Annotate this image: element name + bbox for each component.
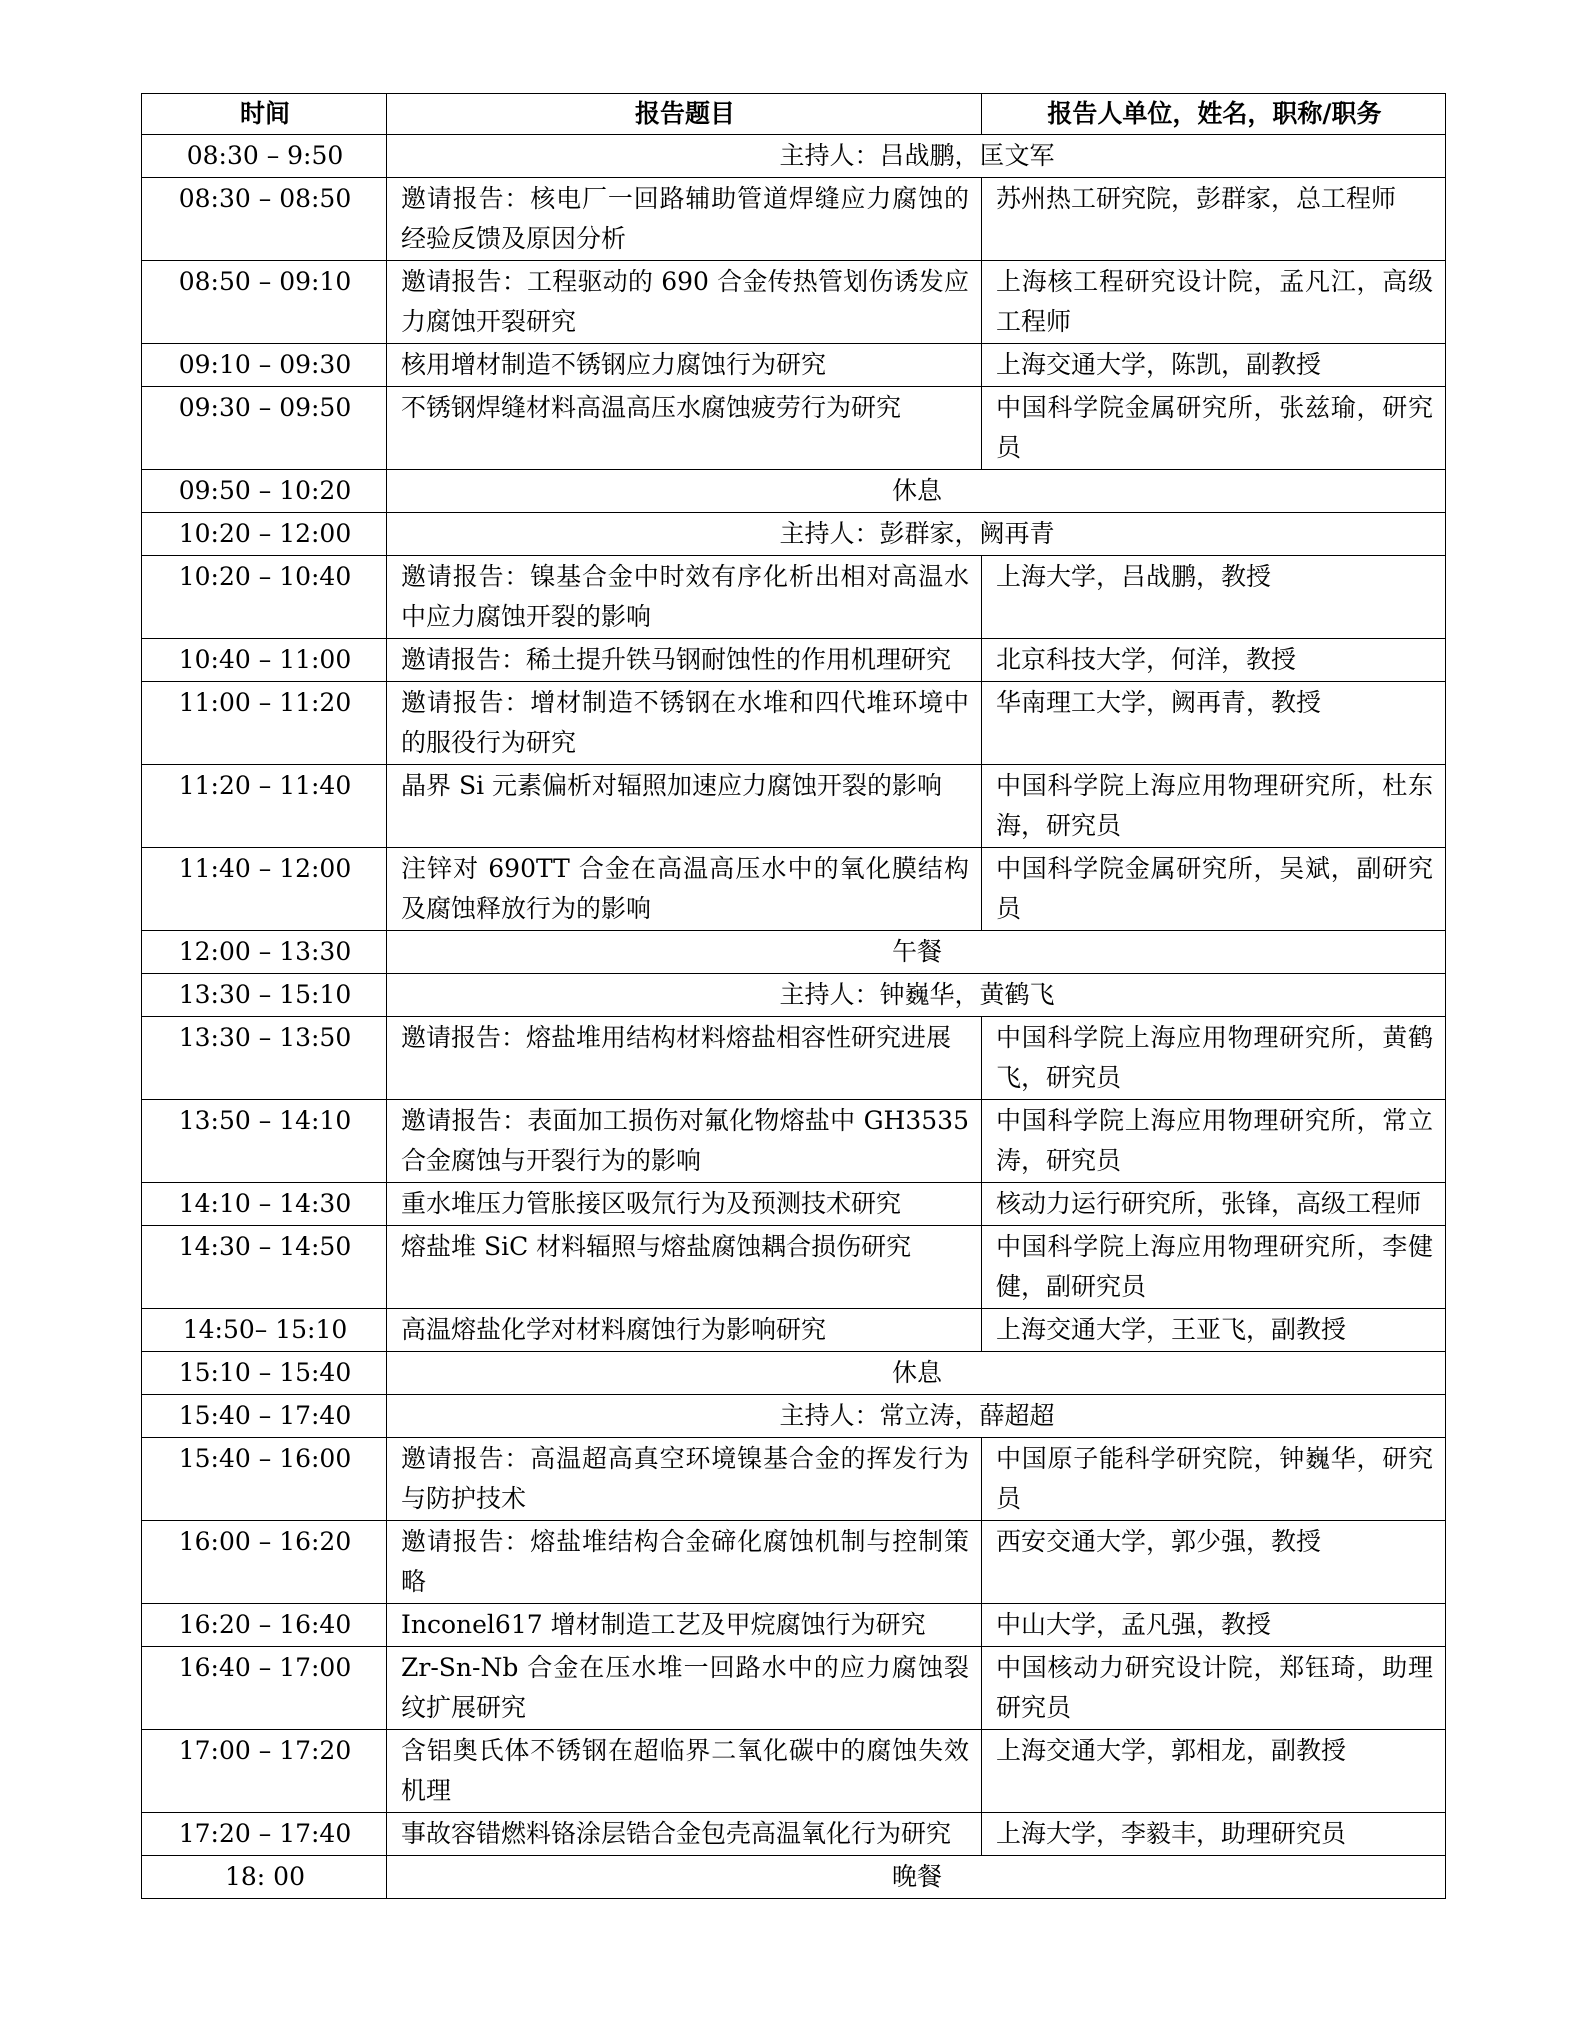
talk-title: 邀请报告：表面加工损伤对氟化物熔盐中 GH3535 合金腐蚀与开裂行为的影响 xyxy=(387,1100,982,1183)
break-row xyxy=(142,1352,1446,1395)
session-cell: 主持人：钟巍华，黄鹤飞 xyxy=(387,974,1446,1017)
talk-speaker: 中山大学，孟凡强，教授 xyxy=(982,1604,1446,1647)
time-cell: 13:30 – 15:10 xyxy=(142,974,387,1017)
session-row xyxy=(142,513,1446,556)
talk-row xyxy=(142,1226,1446,1309)
time-cell: 08:30 – 9:50 xyxy=(142,135,387,178)
time-cell: 10:40 – 11:00 xyxy=(142,639,387,682)
break-cell: 休息 xyxy=(387,1352,1446,1395)
talk-row xyxy=(142,639,1446,682)
talk-row xyxy=(142,344,1446,387)
talk-speaker: 中国核动力研究设计院，郑钰琦，助理研究员 xyxy=(982,1647,1446,1730)
header-row xyxy=(142,94,1446,135)
break-cell: 休息 xyxy=(387,470,1446,513)
time-cell: 16:20 – 16:40 xyxy=(142,1604,387,1647)
schedule-page xyxy=(141,93,1446,1899)
header-time: 时间 xyxy=(142,94,387,135)
time-cell: 11:40 – 12:00 xyxy=(142,848,387,931)
talk-title: 注锌对 690TT 合金在高温高压水中的氧化膜结构及腐蚀释放行为的影响 xyxy=(387,848,982,931)
session-cell: 主持人：常立涛，薛超超 xyxy=(387,1395,1446,1438)
talk-row xyxy=(142,1438,1446,1521)
talk-title: 邀请报告：镍基合金中时效有序化析出相对高温水中应力腐蚀开裂的影响 xyxy=(387,556,982,639)
time-cell: 14:30 – 14:50 xyxy=(142,1226,387,1309)
talk-row xyxy=(142,387,1446,470)
talk-speaker: 中国科学院上海应用物理研究所，黄鹤飞，研究员 xyxy=(982,1017,1446,1100)
talk-row xyxy=(142,1183,1446,1226)
talk-speaker: 华南理工大学，阙再青，教授 xyxy=(982,682,1446,765)
time-cell: 13:50 – 14:10 xyxy=(142,1100,387,1183)
time-cell: 15:10 – 15:40 xyxy=(142,1352,387,1395)
talk-title: 邀请报告：核电厂一回路辅助管道焊缝应力腐蚀的经验反馈及原因分析 xyxy=(387,178,982,261)
time-cell: 09:50 – 10:20 xyxy=(142,470,387,513)
time-cell: 15:40 – 16:00 xyxy=(142,1438,387,1521)
talk-title: 高温熔盐化学对材料腐蚀行为影响研究 xyxy=(387,1309,982,1352)
talk-title: 邀请报告：稀土提升铁马钢耐蚀性的作用机理研究 xyxy=(387,639,982,682)
time-cell: 10:20 – 12:00 xyxy=(142,513,387,556)
schedule-table xyxy=(141,93,1446,1899)
session-cell: 主持人：彭群家，阙再青 xyxy=(387,513,1446,556)
talk-row xyxy=(142,1647,1446,1730)
time-cell: 15:40 – 17:40 xyxy=(142,1395,387,1438)
break-row xyxy=(142,470,1446,513)
time-cell: 12:00 – 13:30 xyxy=(142,931,387,974)
talk-row xyxy=(142,1309,1446,1352)
talk-title: 熔盐堆 SiC 材料辐照与熔盐腐蚀耦合损伤研究 xyxy=(387,1226,982,1309)
talk-row xyxy=(142,1100,1446,1183)
talk-title: 重水堆压力管胀接区吸氘行为及预测技术研究 xyxy=(387,1183,982,1226)
dinner-row xyxy=(142,1856,1446,1899)
talk-title: 邀请报告：工程驱动的 690 合金传热管划伤诱发应力腐蚀开裂研究 xyxy=(387,261,982,344)
time-cell: 17:00 – 17:20 xyxy=(142,1730,387,1813)
talk-speaker: 中国科学院金属研究所，吴斌，副研究员 xyxy=(982,848,1446,931)
talk-row xyxy=(142,1604,1446,1647)
talk-title: 晶界 Si 元素偏析对辐照加速应力腐蚀开裂的影响 xyxy=(387,765,982,848)
time-cell: 08:30 – 08:50 xyxy=(142,178,387,261)
header-speaker: 报告人单位，姓名，职称/职务 xyxy=(982,94,1446,135)
session-row xyxy=(142,974,1446,1017)
session-cell: 主持人：吕战鹏，匡文军 xyxy=(387,135,1446,178)
talk-speaker: 中国科学院金属研究所，张兹瑜，研究员 xyxy=(982,387,1446,470)
talk-title: Inconel617 增材制造工艺及甲烷腐蚀行为研究 xyxy=(387,1604,982,1647)
talk-speaker: 核动力运行研究所，张锋，高级工程师 xyxy=(982,1183,1446,1226)
talk-row xyxy=(142,1017,1446,1100)
time-cell: 09:30 – 09:50 xyxy=(142,387,387,470)
talk-title: 邀请报告：高温超高真空环境镍基合金的挥发行为与防护技术 xyxy=(387,1438,982,1521)
time-cell: 10:20 – 10:40 xyxy=(142,556,387,639)
time-cell: 17:20 – 17:40 xyxy=(142,1813,387,1856)
talk-row xyxy=(142,556,1446,639)
header-title: 报告题目 xyxy=(387,94,982,135)
time-cell: 13:30 – 13:50 xyxy=(142,1017,387,1100)
talk-speaker: 北京科技大学，何洋，教授 xyxy=(982,639,1446,682)
time-cell: 14:50– 15:10 xyxy=(142,1309,387,1352)
talk-speaker: 上海交通大学，王亚飞，副教授 xyxy=(982,1309,1446,1352)
talk-speaker: 中国科学院上海应用物理研究所，杜东海，研究员 xyxy=(982,765,1446,848)
time-cell: 14:10 – 14:30 xyxy=(142,1183,387,1226)
time-cell: 11:00 – 11:20 xyxy=(142,682,387,765)
talk-title: 邀请报告：熔盐堆用结构材料熔盐相容性研究进展 xyxy=(387,1017,982,1100)
talk-row xyxy=(142,1730,1446,1813)
talk-row xyxy=(142,261,1446,344)
time-cell: 16:40 – 17:00 xyxy=(142,1647,387,1730)
lunch-cell: 午餐 xyxy=(387,931,1446,974)
time-cell: 08:50 – 09:10 xyxy=(142,261,387,344)
talk-row xyxy=(142,178,1446,261)
lunch-row xyxy=(142,931,1446,974)
time-cell: 18: 00 xyxy=(142,1856,387,1899)
talk-title: 含铝奥氏体不锈钢在超临界二氧化碳中的腐蚀失效机理 xyxy=(387,1730,982,1813)
talk-speaker: 中国科学院上海应用物理研究所，李健健，副研究员 xyxy=(982,1226,1446,1309)
talk-row xyxy=(142,682,1446,765)
talk-speaker: 上海交通大学，郭相龙，副教授 xyxy=(982,1730,1446,1813)
talk-title: 邀请报告：熔盐堆结构合金碲化腐蚀机制与控制策略 xyxy=(387,1521,982,1604)
talk-title: 核用增材制造不锈钢应力腐蚀行为研究 xyxy=(387,344,982,387)
talk-title: Zr-Sn-Nb 合金在压水堆一回路水中的应力腐蚀裂纹扩展研究 xyxy=(387,1647,982,1730)
time-cell: 09:10 – 09:30 xyxy=(142,344,387,387)
talk-title: 事故容错燃料铬涂层锆合金包壳高温氧化行为研究 xyxy=(387,1813,982,1856)
dinner-cell: 晚餐 xyxy=(387,1856,1446,1899)
talk-title: 邀请报告：增材制造不锈钢在水堆和四代堆环境中的服役行为研究 xyxy=(387,682,982,765)
talk-row xyxy=(142,765,1446,848)
talk-speaker: 上海核工程研究设计院，孟凡江，高级工程师 xyxy=(982,261,1446,344)
time-cell: 16:00 – 16:20 xyxy=(142,1521,387,1604)
session-row xyxy=(142,1395,1446,1438)
talk-row xyxy=(142,1521,1446,1604)
talk-speaker: 中国科学院上海应用物理研究所，常立涛，研究员 xyxy=(982,1100,1446,1183)
session-row xyxy=(142,135,1446,178)
talk-speaker: 上海大学，李毅丰，助理研究员 xyxy=(982,1813,1446,1856)
talk-speaker: 中国原子能科学研究院，钟巍华，研究员 xyxy=(982,1438,1446,1521)
time-cell: 11:20 – 11:40 xyxy=(142,765,387,848)
talk-row xyxy=(142,1813,1446,1856)
talk-speaker: 西安交通大学，郭少强，教授 xyxy=(982,1521,1446,1604)
talk-speaker: 苏州热工研究院，彭群家，总工程师 xyxy=(982,178,1446,261)
talk-speaker: 上海大学，吕战鹏，教授 xyxy=(982,556,1446,639)
talk-row xyxy=(142,848,1446,931)
talk-title: 不锈钢焊缝材料高温高压水腐蚀疲劳行为研究 xyxy=(387,387,982,470)
talk-speaker: 上海交通大学，陈凯，副教授 xyxy=(982,344,1446,387)
